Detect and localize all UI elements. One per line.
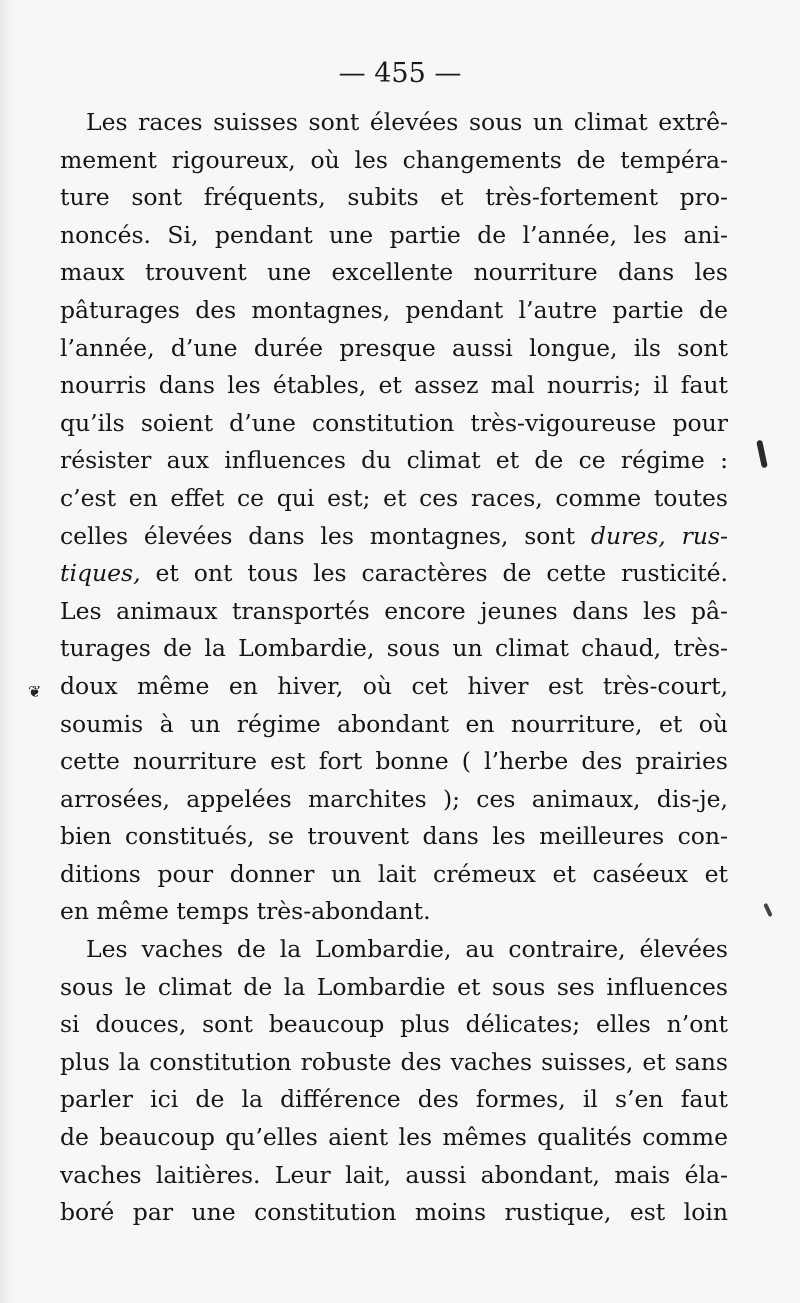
text-line <box>60 1006 728 1044</box>
text-line <box>60 179 728 217</box>
line-text: bien constitués, se trouvent dans les meilleures con- <box>60 822 728 851</box>
line-text: maux trouvent une excellente nourriture dans les <box>60 258 728 287</box>
line-text: soumis à un régime abondant en nourriture, et où <box>60 709 728 738</box>
line-text: mement rigoureux, où les changements de tempéra- <box>60 145 728 174</box>
text-line <box>60 1119 728 1157</box>
line-text: turages de la Lombardie, sous un climat chaud, très- <box>60 634 728 663</box>
line-text: ditions pour donner un lait crémeux et caséeux et <box>60 859 728 888</box>
line-text: vaches laitières. Leur lait, aussi abondant, mais éla- <box>60 1160 728 1189</box>
margin-ink-mark: ❦ <box>28 682 42 701</box>
text-line <box>60 706 728 744</box>
line-text: celles élevées dans les montagnes, sont <box>60 521 591 550</box>
text-line <box>60 480 728 518</box>
text-line <box>60 217 728 255</box>
text-line <box>60 630 728 668</box>
text-line <box>60 893 728 931</box>
line-text: sous le climat de la Lombardie et sous ses influences <box>60 972 728 1001</box>
line-text: ture sont fréquents, subits et très-fortement pro- <box>60 183 728 212</box>
text-line <box>60 367 728 405</box>
line-text: nourris dans les étables, et assez mal nourris; il faut <box>60 371 728 400</box>
line-text: pâturages des montagnes, pendant l’autre partie de <box>60 295 728 324</box>
italic-text: dures, rus- <box>590 521 728 550</box>
text-line <box>60 668 728 706</box>
line-text: arrosées, appelées marchites ); ces animaux, dis-je, <box>60 784 728 813</box>
text-line <box>60 1194 728 1232</box>
line-text: l’année, d’une durée presque aussi longue, ils sont <box>60 333 728 362</box>
body-text <box>60 104 728 1232</box>
text-line <box>60 1081 728 1119</box>
text-line <box>60 931 728 969</box>
text-line <box>60 292 728 330</box>
text-line <box>60 254 728 292</box>
line-text: doux même en hiver, où cet hiver est très-court, <box>60 671 728 700</box>
line-text: noncés. Si, pendant une partie de l’année, les ani- <box>60 220 728 249</box>
text-line <box>60 969 728 1007</box>
line-text: qu’ils soient d’une constitution très-vigoureuse pour <box>60 408 728 437</box>
line-text: parler ici de la différence des formes, il s’en faut <box>60 1085 728 1114</box>
line-text: boré par une constitution moins rustique, est loin <box>60 1198 728 1227</box>
italic-text: tiques, <box>60 559 141 588</box>
text-line <box>60 442 728 480</box>
text-line <box>60 104 728 142</box>
text-line <box>60 1157 728 1195</box>
line-text: et ont tous les caractères de cette rusticité. <box>140 559 728 588</box>
text-line <box>60 781 728 819</box>
line-text: en même temps très-abondant. <box>60 897 431 926</box>
line-text: Les races suisses sont élevées sous un climat extrê- <box>86 108 728 136</box>
line-text: de beaucoup qu’elles aient les mêmes qualités comme <box>60 1123 728 1152</box>
text-line <box>60 405 728 443</box>
text-line <box>60 856 728 894</box>
line-text: plus la constitution robuste des vaches suisses, et sans <box>60 1047 728 1076</box>
margin-ink-dot <box>763 903 773 917</box>
line-text: Les vaches de la Lombardie, au contraire, élevées <box>86 935 728 964</box>
margin-ink-stroke <box>756 440 768 469</box>
text-line <box>60 743 728 781</box>
text-line <box>60 142 728 180</box>
line-text: cette nourriture est fort bonne ( l’herbe des prairies <box>60 747 728 776</box>
page-gutter-shadow <box>0 0 14 1303</box>
text-line <box>60 555 728 593</box>
line-text: si douces, sont beaucoup plus délicates; elles n’ont <box>60 1010 728 1039</box>
text-line <box>60 518 728 556</box>
text-line <box>60 330 728 368</box>
page-number: — 455 — <box>338 58 462 89</box>
line-text: Les animaux transportés encore jeunes dans les pâ- <box>60 596 728 625</box>
text-line <box>60 818 728 856</box>
line-text: c’est en effet ce qui est; et ces races, comme toutes <box>60 483 728 512</box>
text-line <box>60 593 728 631</box>
line-text: résister aux influences du climat et de ce régime : <box>60 446 728 475</box>
text-line <box>60 1044 728 1082</box>
